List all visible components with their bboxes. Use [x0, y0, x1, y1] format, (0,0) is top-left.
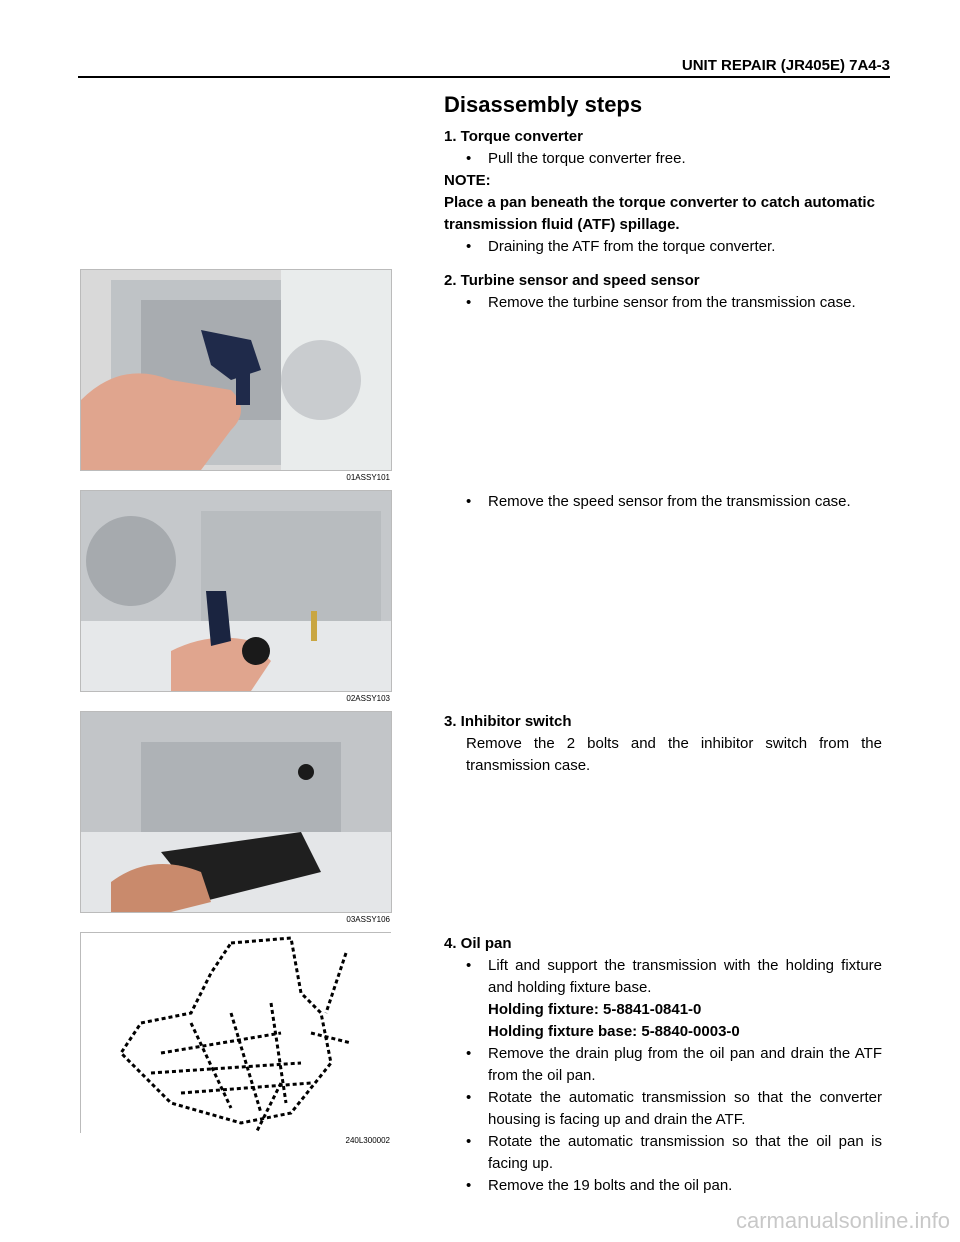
watermark: carmanualsonline.info	[735, 1208, 950, 1233]
note-label: NOTE:	[444, 172, 491, 189]
step-4-bullet-5: • Remove the 19 bolts and the oil pan.	[444, 1175, 882, 1197]
step-2-bullet-2: • Remove the speed sensor from the transmission case.	[444, 491, 882, 513]
step-4-title: 4. Oil pan	[444, 935, 512, 952]
oil-pan-drawing	[81, 933, 391, 1133]
caption-2: 02ASSY103	[346, 694, 390, 703]
step-2-title: 2. Turbine sensor and speed sensor	[444, 272, 700, 289]
step-4-bullet-4: • Rotate the automatic transmission so that the oil pan is facing up.	[444, 1131, 882, 1175]
caption-4: 240L300002	[345, 1136, 390, 1145]
step-1	[444, 126, 882, 258]
step-4-bullet-2: • Remove the drain plug from the oil pan and drain the ATF from the oil pan.	[444, 1043, 882, 1087]
caption-3: 03ASSY106	[346, 915, 390, 924]
inhibitor-switch-image	[81, 712, 391, 912]
turbine-sensor-photo	[80, 269, 392, 471]
step-2-bullet-1: • Remove the turbine sensor from the transmission case.	[444, 292, 882, 314]
inhibitor-switch-photo	[80, 711, 392, 913]
speed-sensor-image	[81, 491, 391, 691]
step-2-speed	[444, 491, 882, 513]
page-header: UNIT REPAIR (JR405E) 7A4-3	[78, 56, 890, 78]
step-4-bullet-1: • Lift and support the transmission with the holding fixture and holding fixture base.	[444, 955, 882, 999]
step-1-bullet-2: • Draining the ATF from the torque converter.	[444, 236, 882, 258]
section-title: Disassembly steps	[444, 92, 643, 117]
holding-fixture: Holding fixture: 5-8841-0841-0	[488, 1001, 702, 1018]
step-2	[444, 270, 882, 314]
oil-pan-diagram	[80, 932, 391, 1133]
step-3-title: 3. Inhibitor switch	[444, 713, 572, 730]
speed-sensor-photo	[80, 490, 392, 692]
step-1-bullet-1: • Pull the torque converter free.	[444, 148, 882, 170]
holding-fixture-base: Holding fixture base: 5-8840-0003-0	[488, 1023, 740, 1040]
step-4-bullet-3: • Rotate the automatic transmission so that the converter housing is facing up and drain the ATF.	[444, 1087, 882, 1131]
step-3-text: Remove the 2 bolts and the inhibitor switch from the transmission case.	[466, 735, 882, 774]
step-4	[444, 933, 882, 1197]
caption-1: 01ASSY101	[346, 473, 390, 482]
step-3	[444, 711, 882, 777]
turbine-sensor-image	[81, 270, 391, 470]
step-1-title: 1. Torque converter	[444, 128, 583, 145]
note-text: Place a pan beneath the torque converter to catch automatic transmission fluid (ATF) spillage.	[444, 194, 875, 233]
